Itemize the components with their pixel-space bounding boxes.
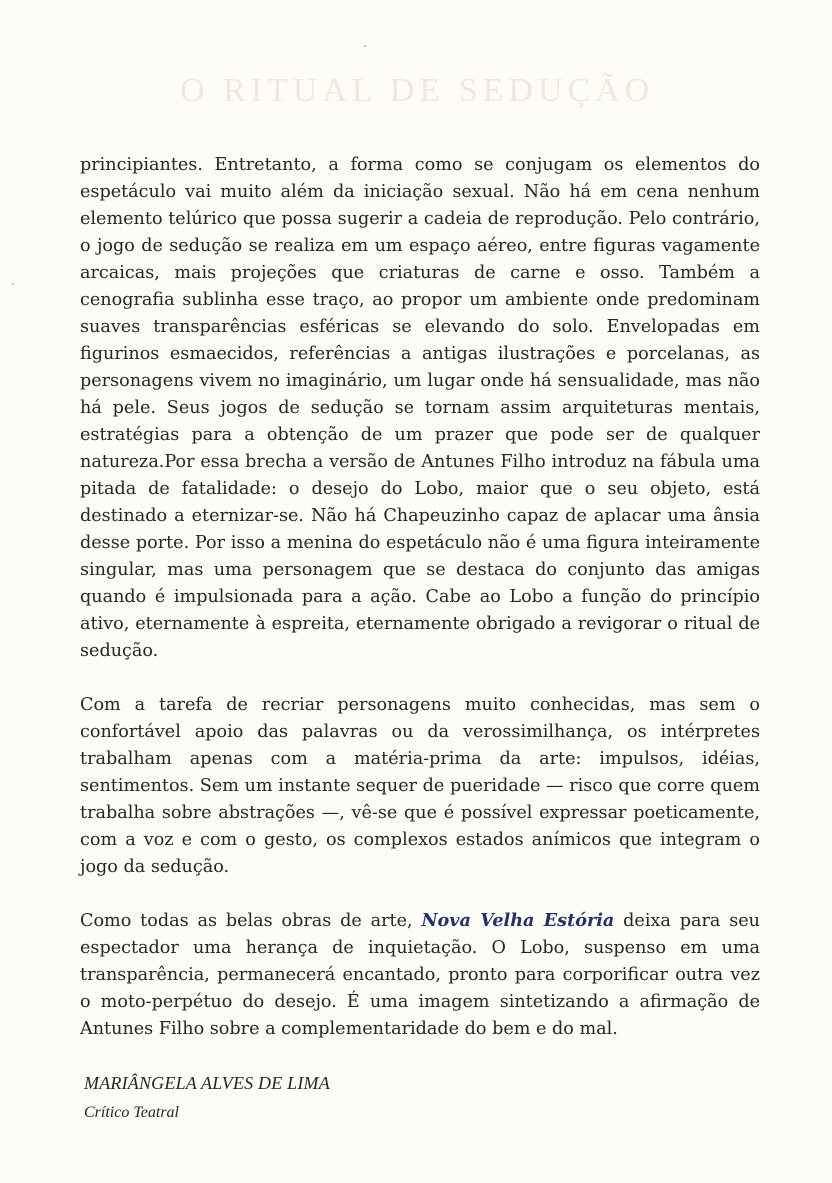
- paragraph-3-body: deixa para seu espectador uma herança de inquietação. O Lobo, suspenso em uma transparência, permanecerá encantado, pronto para corporificar outra vez o moto-perpétuo do desejo. É uma imagem sintetizando a afirmação de Antunes Filho sobre a complementaridade do bem e do mal.: [80, 911, 760, 1039]
- paragraph-2: Com a tarefa de recriar personagens muito conhecidas, mas sem o confortável apoio das palavras ou da verossimilhança, os intérpretes trabalham apenas com a matéria-prima da arte: impulsos, idéias, sentimentos. Sem um instante sequer de pueridade — risco que corre quem trabalha sobre abstrações —, vê-se que é possível expressar poeticamente, com a voz e com o gesto, os complexos estados anímicos que integram o jogo da sedução.: [80, 695, 760, 877]
- paragraph-3: [80, 907, 760, 1043]
- paper-speck: [364, 45, 366, 47]
- paragraph-3-intro: Como todas as belas obras de arte,: [80, 911, 422, 931]
- paper-speck: [12, 283, 14, 285]
- play-title: Nova Velha Estória: [421, 910, 615, 931]
- author-name: MARIÂNGELA ALVES DE LIMA: [84, 1073, 330, 1093]
- show-through-title: O RITUAL DE SEDUÇÃO: [180, 72, 655, 109]
- author-role: Crítico Teatral: [84, 1104, 179, 1121]
- paragraph-1: principiantes. Entretanto, a forma como se conjugam os elementos do espetáculo vai muito além da iniciação sexual. Não há em cena nenhum elemento telúrico que possa sugerir a cadeia de reprodução. Pelo contrário, o jogo de sedução se realiza em um espaço aéreo, entre figuras vagamente arcaicas, mais projeções que criaturas de carne e osso. Também a cenografia sublinha esse traço, ao propor um ambiente onde predominam suaves transparências esféricas se elevando do solo. Envelopadas em figurinos esmaecidos, referências a antigas ilustrações e porcelanas, as personagens vivem no imaginário, um lugar onde há sensualidade, mas não há pele. Seus jogos de sedução se tornam assim arquiteturas mentais, estratégias para a obtenção de um prazer que pode ser de qualquer natureza.Por essa brecha a versão de Antunes Filho introduz na fábula uma pitada de fatalidade: o desejo do Lobo, maior que o seu objeto, está destinado a eternizar-se. Não há Chapeuzinho capaz de aplacar uma ânsia desse porte. Por isso a menina do espetáculo não é uma figura inteiramente singular, mas uma personagem que se destaca do conjunto das amigas quando é impulsionada para a ação. Cabe ao Lobo a função do princípio ativo, eternamente à espreita, eternamente obrigado a revigorar o ritual de sedução.: [80, 155, 760, 661]
